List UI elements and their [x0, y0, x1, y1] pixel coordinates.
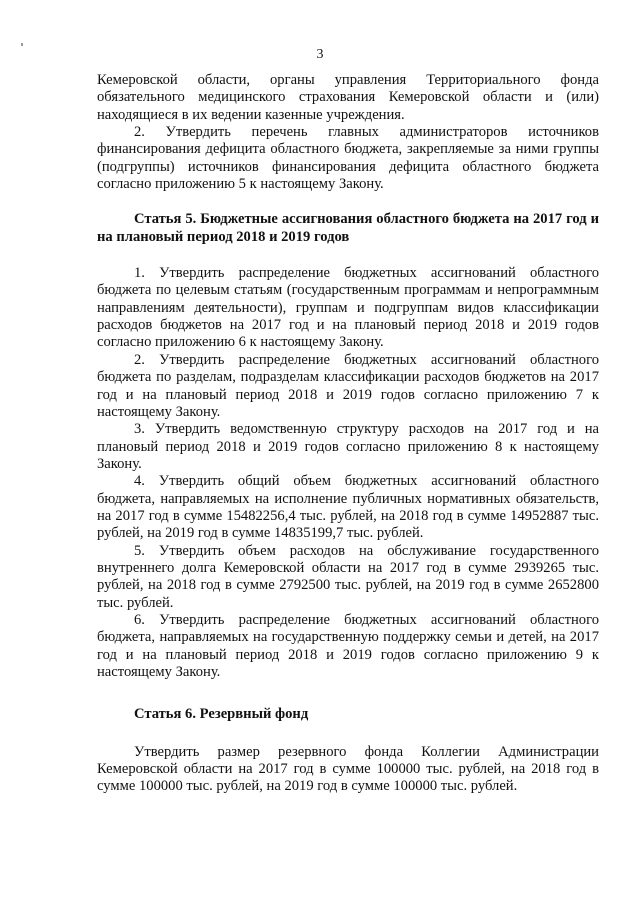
article-5-item-4: 4. Утвердить общий объем бюджетных ассигнований областного бюджета, направляемых на исполнение публичных нормативных обязательств, на 2017 год в сумме 15482256,4 тыс. рублей, на 2018 год в сумме 14952887 тыс. рублей, на 2019 год в сумме 14835199,7 тыс. рублей.: [97, 473, 599, 542]
article-5-body: [97, 265, 599, 681]
page-number: 3: [316, 47, 324, 62]
article-5-item-1: 1. Утвердить распределение бюджетных ассигнований областного бюджета по целевым статьям (государственным программам и непрограммным направлениям деятельности), группам и подгруппам видов классификации расходов бюджетов на 2017 год и на плановый период 2018 и 2019 годов согласно приложению 6 к настоящему Закону.: [97, 265, 599, 351]
article-5-item-5: 5. Утвердить объем расходов на обслуживание государственного внутреннего долга Кемеровской области на 2017 год в сумме 2939265 тыс. рублей, на 2018 год в сумме 2792500 тыс. рублей, на 2019 год в сумме 2652800 тыс. рублей.: [97, 542, 599, 611]
article-5-item-6: 6. Утвердить распределение бюджетных ассигнований областного бюджета, направляемых на государственную поддержку семьи и детей, на 2017 год и на плановый период 2018 и 2019 годов согласно приложению 9 к настоящему Закону.: [97, 611, 599, 680]
article-6-heading: Статья 6. Резервный фонд: [134, 706, 309, 723]
paragraph-item-2: 2. Утвердить перечень главных администраторов источников финансирования дефицита областного бюджета, закрепляемые за ними группы (подгруппы) источников финансирования дефицита областного бюджета согласно приложению 5 к настоящему Закону.: [97, 124, 599, 193]
article-5-heading: Статья 5. Бюджетные ассигнования областного бюджета на 2017 год и на плановый период 2018 и 2019 годов: [97, 211, 599, 245]
article-5-item-3: 3. Утвердить ведомственную структуру расходов на 2017 год и на плановый период 2018 и 2019 годов согласно приложению 8 к настоящему Закону.: [97, 421, 599, 472]
scan-artifact: [21, 43, 23, 46]
paragraph-continuation: Кемеровской области, органы управления Территориального фонда обязательного медицинского страхования Кемеровской области и (или) находящиеся в их ведении казенные учреждения.: [97, 72, 599, 123]
article-6-text: Утвердить размер резервного фонда Коллегии Администрации Кемеровской области на 2017 год в сумме 100000 тыс. рублей, на 2018 год в сумме 100000 тыс. рублей, на 2019 год в сумме 100000 тыс. рублей.: [97, 743, 599, 795]
document-body: [97, 72, 599, 796]
article-5-item-2: 2. Утвердить распределение бюджетных ассигнований областного бюджета по разделам, подразделам классификации расходов бюджетов на 2017 год и на плановый период 2018 и 2019 годов согласно приложению 7 к настоящему Закону.: [97, 351, 599, 420]
